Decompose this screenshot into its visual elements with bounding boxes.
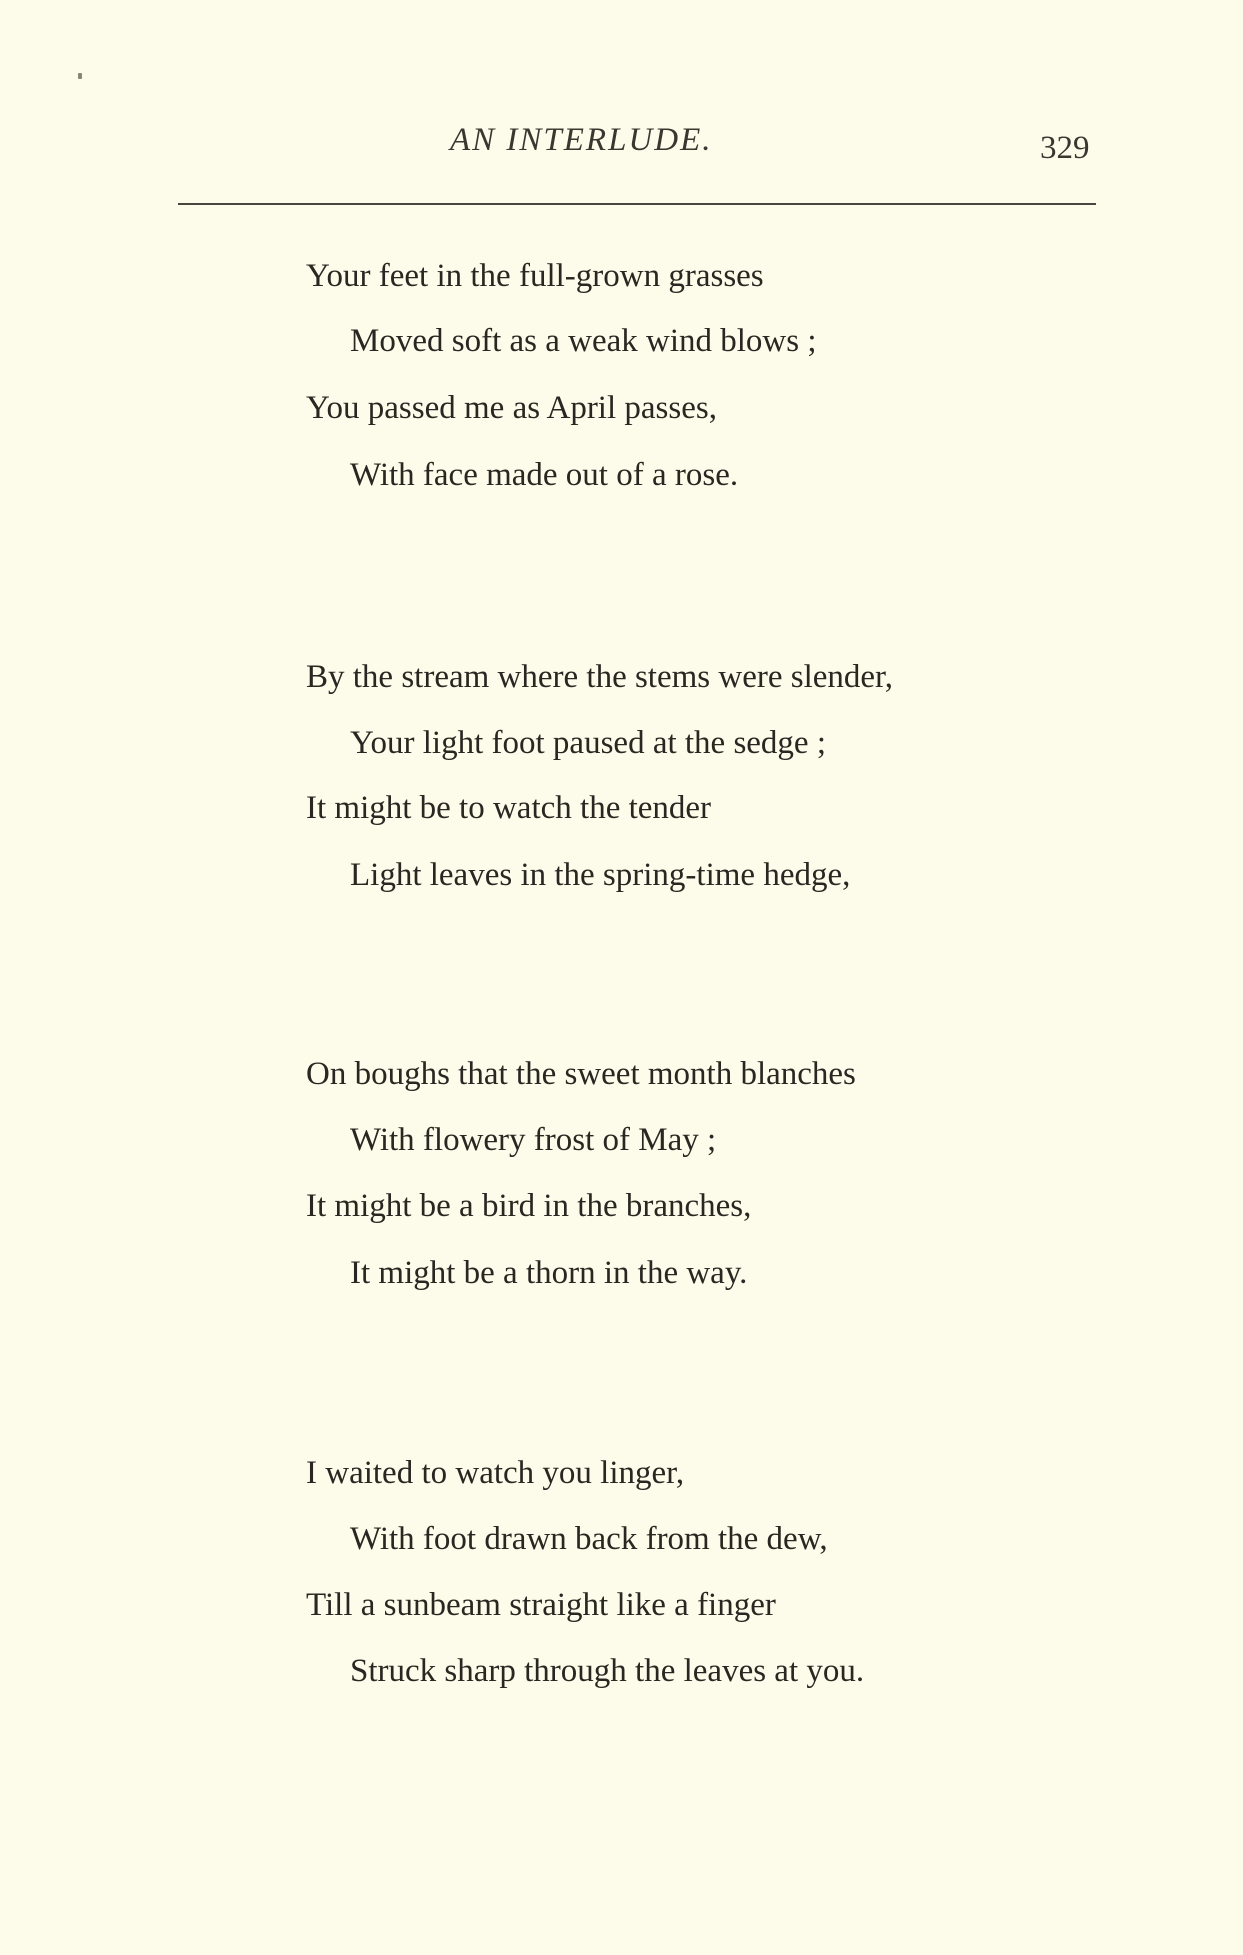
running-title: AN INTERLUDE. — [450, 122, 713, 158]
poem-line: Moved soft as a weak wind blows ; — [350, 323, 817, 359]
poem-line: With foot drawn back from the dew, — [350, 1521, 828, 1557]
poem-line: With face made out of a rose. — [350, 457, 739, 493]
poem-line: On boughs that the sweet month blanches — [306, 1056, 856, 1092]
poem-line: It might be a thorn in the way. — [350, 1255, 748, 1291]
poem-line: By the stream where the stems were slender, — [306, 659, 893, 695]
poem-line: Your light foot paused at the sedge ; — [350, 725, 827, 761]
poem-line: I waited to watch you linger, — [306, 1455, 685, 1491]
poem-line: Struck sharp through the leaves at you. — [350, 1653, 865, 1689]
poem-line: Till a sunbeam straight like a finger — [306, 1587, 776, 1623]
poem-line: It might be to watch the tender — [306, 790, 712, 826]
poem-line: Your feet in the full-grown grasses — [306, 258, 764, 294]
page-number: 329 — [1040, 130, 1090, 166]
poem-line: With flowery frost of May ; — [350, 1122, 717, 1158]
poem-line: It might be a bird in the branches, — [306, 1188, 752, 1224]
poem-line: You passed me as April passes, — [306, 390, 717, 426]
header-rule — [178, 203, 1096, 205]
poem-line: Light leaves in the spring-time hedge, — [350, 857, 851, 893]
print-speck — [78, 73, 82, 79]
